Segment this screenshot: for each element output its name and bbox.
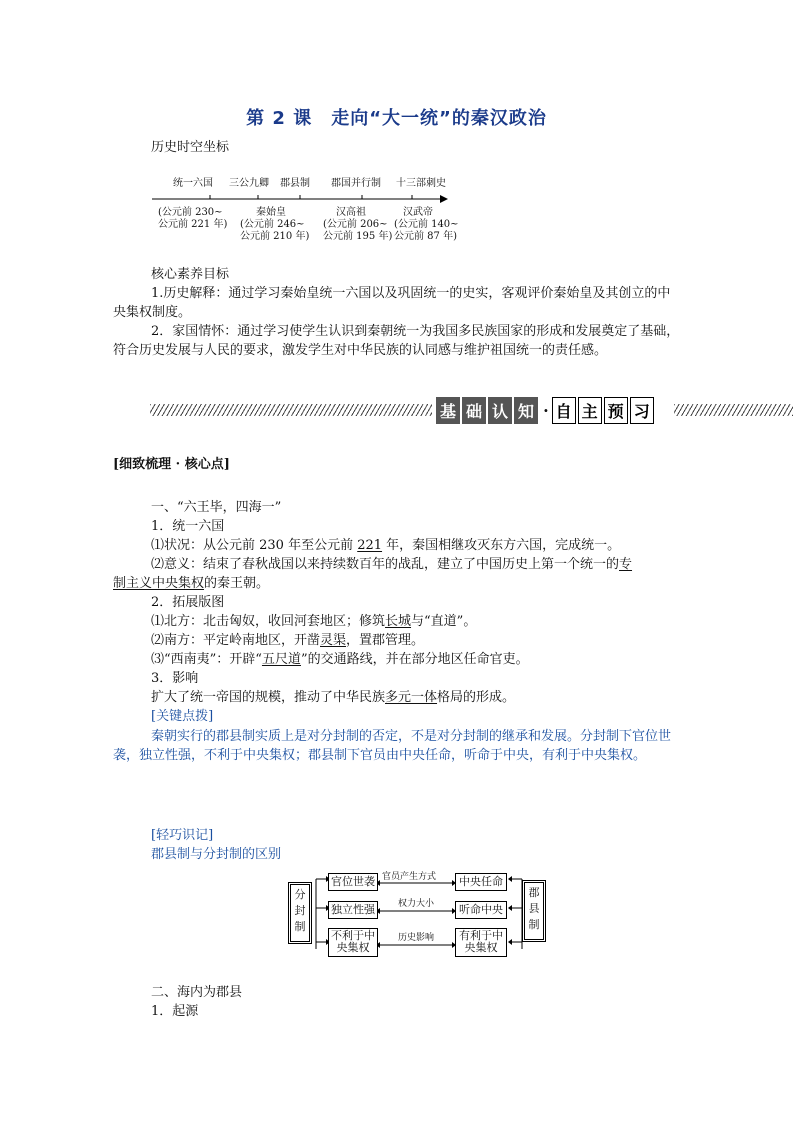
timeline-date: 公元前 195 年) xyxy=(323,231,393,242)
s1-h1: 1．统一六国 xyxy=(151,519,225,534)
timeline-ruler: 秦始皇 xyxy=(256,207,286,218)
memo-tag: [轻巧识记] xyxy=(151,828,214,843)
text: ⑴北方：北击匈奴，收回河套地区；修筑 xyxy=(151,614,386,629)
s1-p2 xyxy=(151,556,632,574)
text: 的秦王朝。 xyxy=(204,576,270,591)
timeline-label: 郡国并行制 xyxy=(331,178,381,189)
banner-char: 习 xyxy=(630,397,654,424)
banner-dot: · xyxy=(543,400,549,420)
s1-heading: 一、“六王毕，四海一” xyxy=(151,500,282,515)
prefecture-label: 郡县制 xyxy=(522,880,546,942)
fill-answer: 221 xyxy=(357,538,383,553)
s1-n1 xyxy=(151,613,476,631)
timeline-date: (公元前 140~ xyxy=(394,219,459,230)
row-label: 官员产生方式 xyxy=(382,872,437,882)
feudal-row: 独立性强 xyxy=(328,901,378,919)
banner-char: 预 xyxy=(604,397,628,424)
s1-n3 xyxy=(151,651,529,669)
feudal-label: 分封制 xyxy=(288,882,312,944)
text: ⑵意义：结束了春秋战国以来持续数百年的战乱，建立了中国历史上第一个统一的 xyxy=(151,557,620,572)
s1-p1 xyxy=(151,537,620,555)
banner-char: 基 xyxy=(436,397,460,424)
timeline-date: (公元前 246~ xyxy=(240,219,305,230)
timeline-axis xyxy=(150,193,450,205)
coord-heading: 历史时空坐标 xyxy=(151,140,230,155)
timeline-label: 郡县制 xyxy=(280,178,310,189)
fill-answer: 五尺道 xyxy=(261,652,301,667)
banner-stripes-right xyxy=(674,404,793,416)
prefecture-row: 听命中央 xyxy=(455,901,507,919)
timeline-label: 三公九卿 xyxy=(229,178,269,189)
text: ⑴状况：从公元前 230 年至公元前 xyxy=(151,538,358,553)
banner-stripes-left xyxy=(150,404,432,416)
memo-title: 郡县制与分封制的区别 xyxy=(151,847,282,862)
section-tag: [细致梳理 · 核心点] xyxy=(113,457,230,472)
goals-heading: 核心素养目标 xyxy=(151,267,230,282)
text: ⑶“西南夷”：开辟“ xyxy=(151,652,262,667)
text: ，置郡管理。 xyxy=(346,633,425,648)
timeline-date: (公元前 230~ xyxy=(158,207,223,218)
timeline-date: (公元前 206~ xyxy=(323,219,388,230)
s2-heading: 二、海内为郡县 xyxy=(151,985,243,1000)
s1-influence xyxy=(151,689,515,707)
fill-answer: 灵渠 xyxy=(320,633,347,648)
row-label: 权力大小 xyxy=(398,899,435,909)
text: 年，秦国相继攻灭东方六国，完成统一。 xyxy=(382,538,621,553)
text: 与“直道”。 xyxy=(411,614,477,629)
fill-answer: 专 xyxy=(619,557,633,572)
fill-answer: 制主义中央集权 xyxy=(113,576,205,591)
goal-1: 1.历史解释：通过学习秦始皇统一六国以及巩固统一的史实，客观评价秦始皇及其创立的中央集权制度。 xyxy=(113,286,671,320)
text: ”的交通路线，并在部分地区任命官吏。 xyxy=(300,652,529,667)
timeline-ruler: 汉高祖 xyxy=(336,207,366,218)
banner-label xyxy=(436,396,656,424)
key-tag: [关键点拨] xyxy=(151,709,214,724)
banner-char: 知 xyxy=(514,397,538,424)
fill-answer: 长城 xyxy=(385,614,412,629)
banner-char: 主 xyxy=(578,397,602,424)
row-label: 历史影响 xyxy=(398,933,435,943)
timeline-label: 统一六国 xyxy=(173,178,213,189)
prefecture-row: 有利于中央集权 xyxy=(455,928,507,957)
key-text: 秦朝实行的郡县制实质上是对分封制的否定，不是对分封制的继承和发展。分封制下官位世袭，独立性强，不利于中央集权；郡县制下官员由中央任命，听命于中央，有利于中央集权。 xyxy=(113,729,672,763)
timeline-ruler: 汉武帝 xyxy=(403,207,433,218)
s2-h1: 1．起源 xyxy=(151,1004,199,1019)
fill-answer: 多元一体 xyxy=(385,690,438,705)
feudal-row: 官位世袭 xyxy=(328,873,378,891)
feudal-row: 不利于中央集权 xyxy=(328,928,378,957)
banner-char: 认 xyxy=(488,397,512,424)
page-title: 第 2 课 走向“大一统”的秦汉政治 xyxy=(246,108,547,129)
s1-p2-cont xyxy=(113,575,269,593)
text: ⑵南方：平定岭南地区，开凿 xyxy=(151,633,321,648)
timeline-date: 公元前 221 年) xyxy=(158,219,228,230)
timeline-date: 公元前 210 年) xyxy=(240,231,310,242)
timeline-date: 公元前 87 年) xyxy=(394,231,457,242)
timeline-label: 十三部刺史 xyxy=(396,178,446,189)
banner-char: 础 xyxy=(462,397,486,424)
text: 格局的形成。 xyxy=(437,690,516,705)
s1-n2 xyxy=(151,632,424,650)
s1-h3: 3．影响 xyxy=(151,671,199,686)
s1-h2: 2．拓展版图 xyxy=(151,595,225,610)
prefecture-row: 中央任命 xyxy=(455,873,507,891)
banner-char: 自 xyxy=(552,397,576,424)
text: 扩大了统一帝国的规模，推动了中华民族 xyxy=(151,690,386,705)
goal-2: 2．家国情怀：通过学习使学生认识到秦朝统一为我国多民族国家的形成和发展奠定了基础，符合历史发展与人民的要求，激发学生对中华民族的认同感与维护祖国统一的责任感。 xyxy=(113,324,680,358)
